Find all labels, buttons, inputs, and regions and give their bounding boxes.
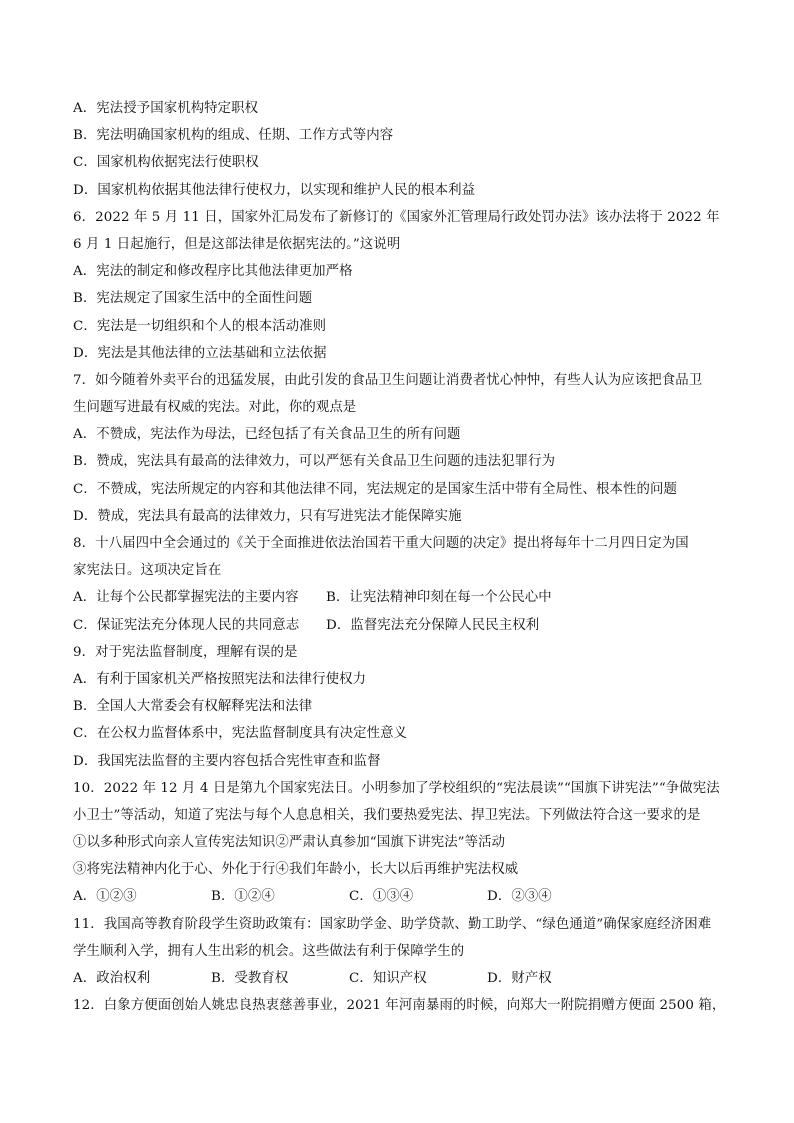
q10-statements-line-1: ①以多种形式向亲人宣传宪法知识②严肃认真参加“国旗下讲宪法”等活动	[73, 835, 506, 851]
q10-options-row	[73, 883, 733, 910]
q11-option-c: C．知识产权	[349, 971, 427, 986]
q11-option-b: B．受教育权	[211, 971, 289, 986]
q10-option-a: A．①②③	[73, 889, 137, 905]
q7-option-d: D．赞成，宪法具有最高的法律效力，只有写进宪法才能保障实施	[73, 508, 462, 524]
q11-options-row	[73, 965, 733, 992]
q11-stem-line-2: 学生顺利入学，拥有人生出彩的机会。这些做法有利于保障学生的	[73, 943, 465, 959]
q8-options-row-2	[73, 612, 733, 639]
q6-option-c: C．宪法是一切组织和个人的根本活动准则	[73, 318, 327, 334]
q8-option-c: C．保证宪法充分体现人民的共同意志	[73, 617, 300, 633]
q11-option-d: D．财产权	[487, 971, 552, 986]
q6-option-a: A．宪法的制定和修改程序比其他法律更加严格	[73, 264, 353, 280]
q5-option-b: B．宪法明确国家机构的组成、任期、工作方式等内容	[73, 128, 394, 144]
q7-stem-line-2: 生问题写进最有权威的宪法。对此，你的观点是	[73, 400, 357, 416]
q10-option-c: C．①③④	[349, 889, 414, 905]
q5-option-c: C．国家机构依据宪法行使职权	[73, 155, 259, 171]
q9-option-d: D．我国宪法监督的主要内容包括合宪性审查和监督	[73, 753, 381, 769]
q9-option-a: A．有利于国家机关严格按照宪法和法律行使权力	[73, 671, 367, 687]
q6-option-d: D．宪法是其他法律的立法基础和立法依据	[73, 345, 327, 361]
q9-stem-line-1: 9．对于宪法监督制度，理解有误的是	[73, 644, 298, 660]
q6-stem-line-1: 6．2022 年 5 月 11 日，国家外汇局发布了新修订的《国家外汇管理局行政处罚办法》该办法将于 2022 年	[73, 209, 720, 225]
q8-option-a: A．让每个公民都掌握宪法的主要内容	[73, 590, 299, 606]
q10-option-b: B．①②④	[211, 889, 275, 905]
q10-stem-line-1: 10．2022 年 12 月 4 日是第九个国家宪法日。小明参加了学校组织的“宪法晨读”“国旗下讲宪法”“争做宪法	[73, 780, 720, 796]
q8-options-row-1	[73, 584, 733, 611]
q8-stem-line-1: 8．十八届四中全会通过的《关于全面推进依法治国若干重大问题的决定》提出将每年十二月四日定为国	[73, 536, 689, 551]
q7-option-c: C．不赞成，宪法所规定的内容和其他法律不同，宪法规定的是国家生活中带有全局性、根本性的问题	[73, 481, 677, 497]
q9-option-c: C．在公权力监督体系中，宪法监督制度具有决定性意义	[73, 726, 408, 742]
q9-option-b: B．全国人大常委会有权解释宪法和法律	[73, 699, 313, 715]
q8-stem-line-2: 家宪法日。这项决定旨在	[73, 563, 222, 579]
q5-option-a: A．宪法授予国家机构特定职权	[73, 101, 259, 116]
q7-stem-line-1: 7．如今随着外卖平台的迅猛发展，由此引发的食品卫生问题让消费者忧心忡忡，有些人认为应该把食品卫	[73, 372, 703, 388]
q11-option-a: A．政治权利	[73, 971, 151, 986]
q7-option-a: A．不赞成，宪法作为母法，已经包括了有关食品卫生的所有问题	[73, 427, 461, 443]
q11-stem-line-1: 11．我国高等教育阶段学生资助政策有：国家助学金、助学贷款、勤工助学、“绿色通道”确保家庭经济困难	[73, 916, 712, 932]
q5-option-d: D．国家机构依据其他法律行使权力，以实现和维护人民的根本利益	[73, 182, 476, 198]
q6-stem-line-2: 6 月 1 日起施行，但是这部法律是依据宪法的。”这说明	[73, 236, 401, 252]
exam-page	[73, 95, 733, 1019]
q8-option-d: D．监督宪法充分保障人民民主权利	[326, 617, 540, 633]
q12-stem-line-1: 12．白象方便面创始人姚忠良热衷慈善事业，2021 年河南暴雨的时候，向郑大一附院捐赠方便面 2500 箱，	[73, 998, 726, 1014]
q10-statements-line-2: ③将宪法精神内化于心、外化于行④我们年龄小，长大以后再维护宪法权威	[73, 862, 519, 878]
q6-option-b: B．宪法规定了国家生活中的全面性问题	[73, 291, 313, 307]
q8-option-b: B．让宪法精神印刻在每一个公民心中	[326, 590, 552, 606]
q10-option-d: D．②③④	[487, 889, 552, 905]
q10-stem-line-2: 小卫士”等活动，知道了宪法与每个人息息相关，我们要热爱宪法、捍卫宪法。下列做法符合这一要求的是	[73, 807, 701, 823]
q7-option-b: B．赞成，宪法具有最高的法律效力，可以严惩有关食品卫生问题的违法犯罪行为	[73, 454, 556, 470]
